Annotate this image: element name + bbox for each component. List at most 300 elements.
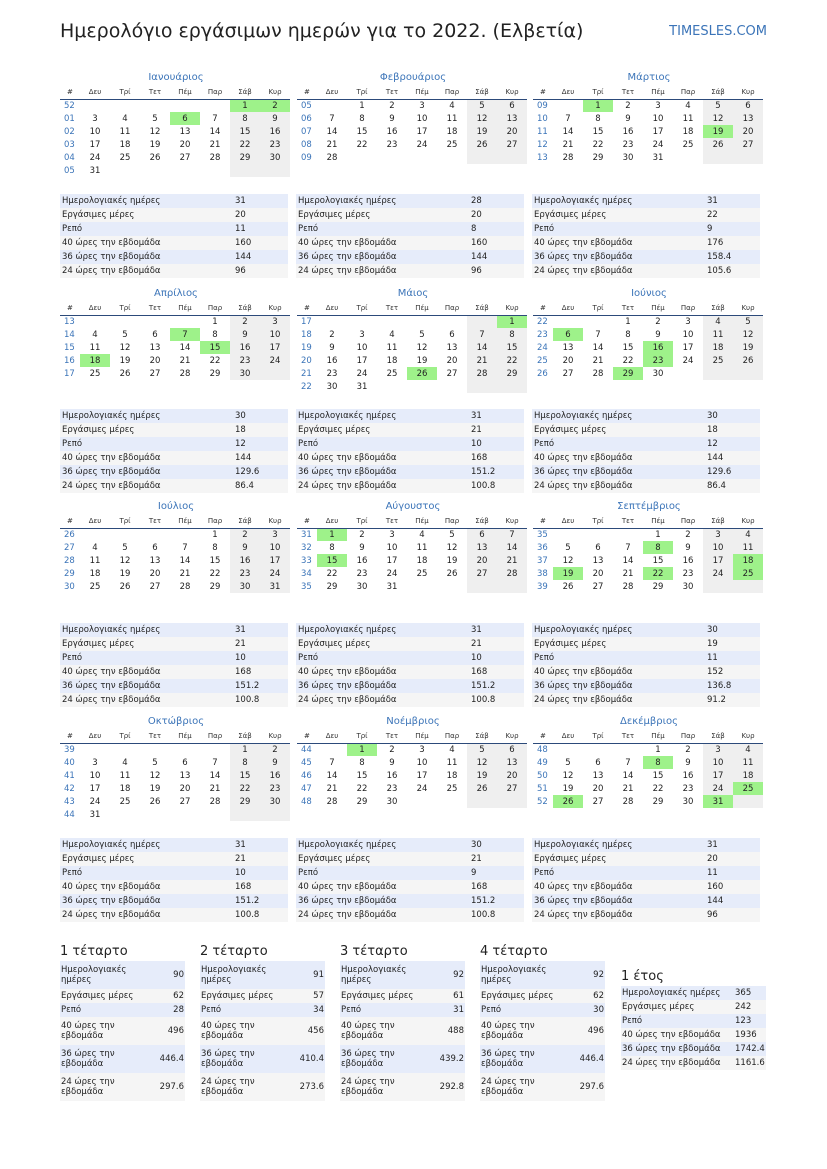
weekday-header: Πέμ [407,730,437,743]
day-cell: 20 [149,568,161,579]
empty-cell [583,528,613,541]
day-cell: 23 [622,139,634,150]
stat-label: Ρεπό [532,222,705,236]
day-cell: 5 [467,99,497,112]
day-cell: 2 [329,329,335,340]
day-cell: 2 [359,529,365,540]
weekday-header: Δευ [317,86,347,99]
stat-value: 96 [233,264,288,278]
empty-cell [200,743,230,756]
day-cell: 27 [149,581,161,592]
stat-label: Ημερολογιακές ημέρες [60,838,233,852]
empty-cell [467,151,497,164]
day-cell: 30 [260,151,290,164]
weekday-header: Δευ [553,86,583,99]
day-cell: 22 [326,568,338,579]
day-cell: 24 [260,567,290,580]
quarter-stat-value: 30 [579,1003,605,1017]
year-title: 1 έτος [621,969,664,984]
day-cell: 7 [212,757,218,768]
day-cell: 7 [170,328,200,341]
month-stats [296,623,524,707]
day-cell: 30 [230,367,260,380]
day-cell: 27 [733,138,763,151]
day-cell: 29 [592,152,604,163]
day-cell: 6 [497,99,527,112]
day-cell: 22 [230,782,260,795]
quarter-stat-label: Εργάσιμες μέρες [480,989,579,1003]
day-cell: 13 [733,112,763,125]
stat-label: 36 ώρες την εβδομάδα [532,465,705,479]
weekday-header: Τρί [347,515,377,528]
day-cell: 30 [682,796,694,807]
day-cell: 22 [652,783,664,794]
day-cell: 17 [682,342,694,353]
stat-label: Ρεπό [60,651,233,665]
empty-cell [317,743,347,756]
day-cell: 20 [497,125,527,138]
stat-value: 160 [469,236,524,250]
day-cell: 26 [562,581,574,592]
stat-value: 8 [469,222,524,236]
quarter-block [340,943,465,1101]
day-cell: 4 [92,542,98,553]
week-number: 49 [537,757,548,768]
empty-cell [170,743,200,756]
week-number: 34 [301,568,312,579]
month-calendar [533,499,757,593]
quarter-stat-value: 496 [159,1017,185,1045]
day-cell: 20 [562,355,574,366]
day-cell: 7 [329,757,335,768]
stat-label: 36 ώρες την εβδομάδα [532,679,705,693]
day-cell: 11 [446,757,458,768]
day-cell: 24 [703,567,733,580]
stat-label: Ημερολογιακές ημέρες [60,623,233,637]
month-name: Απρίλιος [154,288,198,299]
day-cell: 21 [326,139,338,150]
weekday-header: Κυρ [260,730,290,743]
empty-cell [613,528,643,541]
weekday-header: # [533,730,553,743]
stat-label: 36 ώρες την εβδομάδα [60,894,233,908]
day-cell: 28 [467,367,497,380]
quarter-title: 3 τέταρτο [340,944,408,959]
weekday-header: Παρ [437,86,467,99]
month-name: Νοέμβριος [386,716,440,727]
day-cell: 14 [209,126,221,137]
empty-cell [497,151,527,164]
day-cell: 1 [497,315,527,328]
empty-cell [407,580,437,593]
quarter-stat-label: Ημερολογιακές ημέρες [60,961,159,989]
weekday-header: Τρί [347,730,377,743]
month-name: Ιούνιος [631,288,667,299]
day-cell: 31 [260,580,290,593]
quarter-stat-label: Ημερολογιακές ημέρες [200,961,299,989]
week-number: 22 [301,381,312,392]
stat-label: 24 ώρες την εβδομάδα [60,693,233,707]
stat-value: 10 [233,866,288,880]
empty-cell [80,315,110,328]
day-cell: 22 [643,567,673,580]
weekday-header: Τετ [613,86,643,99]
day-cell: 26 [703,138,733,151]
day-cell: 25 [386,368,398,379]
empty-cell [200,808,230,821]
day-cell: 26 [149,152,161,163]
day-cell: 5 [152,757,158,768]
day-cell: 5 [449,529,455,540]
stat-label: 40 ώρες την εβδομάδα [296,665,469,679]
day-cell: 5 [467,743,497,756]
day-cell: 15 [622,342,634,353]
day-cell: 28 [179,368,191,379]
weekday-header: Κυρ [260,302,290,315]
stat-label: Εργάσιμες μέρες [296,637,469,651]
week-number: 44 [64,809,75,820]
weekday-header: Τρί [110,86,140,99]
day-cell: 31 [652,152,664,163]
day-cell: 25 [119,152,131,163]
day-cell: 29 [356,796,368,807]
stat-value: 100.8 [469,908,524,922]
month-stats [60,194,288,278]
year-stat-label: 36 ώρες την εβδομάδα [621,1042,732,1056]
stat-label: 36 ώρες την εβδομάδα [60,465,233,479]
day-cell: 19 [119,568,131,579]
day-cell: 26 [467,138,497,151]
weekday-header: Δευ [80,302,110,315]
weekday-header: Παρ [200,515,230,528]
empty-cell [170,99,200,112]
week-number: 44 [301,744,312,755]
year-stat-value: 1161.6 [732,1056,766,1070]
day-cell: 23 [643,354,673,367]
stat-label: Ρεπό [532,866,705,880]
weekday-header: Πέμ [170,730,200,743]
day-cell: 18 [703,341,733,354]
quarter-stat-value: 91 [299,961,325,989]
stat-label: 36 ώρες την εβδομάδα [296,894,469,908]
empty-cell [377,380,407,393]
week-number: 27 [64,542,75,553]
day-cell: 6 [182,757,188,768]
day-cell: 20 [179,139,191,150]
weekday-header: Δευ [317,515,347,528]
weekday-header: Πέμ [407,302,437,315]
day-cell: 9 [359,542,365,553]
stat-value: 9 [705,222,760,236]
stat-label: Ρεπό [296,437,469,451]
quarter-title: 1 τέταρτο [60,944,128,959]
calendar-table [297,302,527,393]
day-cell: 12 [416,342,428,353]
day-cell: 2 [260,99,290,112]
day-cell: 28 [622,796,634,807]
week-number: 07 [301,126,312,137]
day-cell: 27 [467,567,497,580]
empty-cell [583,315,613,328]
weekday-header: Παρ [200,302,230,315]
day-cell: 2 [685,744,691,755]
quarter-stat-label: 24 ώρες την εβδομάδα [60,1073,159,1101]
day-cell: 21 [497,554,527,567]
day-cell: 12 [119,555,131,566]
day-cell: 12 [467,756,497,769]
week-number: 13 [537,152,548,163]
day-cell: 28 [209,152,221,163]
day-cell: 18 [446,126,458,137]
week-number: 05 [301,100,312,111]
day-cell: 4 [419,529,425,540]
week-number: 38 [537,568,548,579]
weekday-header: Κυρ [733,86,763,99]
day-cell: 10 [682,329,694,340]
day-cell: 10 [652,113,664,124]
stat-value: 30 [705,409,760,423]
week-number: 47 [301,783,312,794]
day-cell: 27 [179,152,191,163]
day-cell: 4 [449,100,455,111]
week-number: 06 [301,113,312,124]
day-cell: 20 [467,554,497,567]
week-number: 50 [537,770,548,781]
day-cell: 25 [89,581,101,592]
week-number: 35 [537,529,548,540]
day-cell: 6 [497,743,527,756]
empty-cell [260,164,290,177]
day-cell: 4 [389,329,395,340]
day-cell: 2 [389,744,395,755]
weekday-header: Δευ [80,86,110,99]
weekday-header: Πέμ [170,302,200,315]
quarter-stat-value: 57 [299,989,325,1003]
day-cell: 13 [446,342,458,353]
stat-label: 36 ώρες την εβδομάδα [296,250,469,264]
day-cell: 9 [685,757,691,768]
quarter-stat-label: 40 ώρες την εβδομάδα [60,1017,159,1045]
stat-label: Ρεπό [296,651,469,665]
day-cell: 15 [200,341,230,354]
day-cell: 16 [643,341,673,354]
empty-cell [230,808,260,821]
weekday-header: Δευ [553,302,583,315]
quarter-block [480,943,605,1101]
week-number: 11 [537,126,548,137]
day-cell: 25 [119,796,131,807]
day-cell: 14 [622,770,634,781]
day-cell: 16 [230,341,260,354]
stat-label: Ρεπό [296,866,469,880]
empty-cell [583,743,613,756]
month-stats [60,838,288,922]
calendar-table [533,730,763,808]
day-cell: 15 [209,555,221,566]
stat-value: 136.8 [705,679,760,693]
day-cell: 6 [553,328,583,341]
weekday-header: # [533,86,553,99]
month-calendar [297,286,521,393]
day-cell: 10 [89,770,101,781]
stat-label: Εργάσιμες μέρες [296,423,469,437]
day-cell: 13 [592,555,604,566]
empty-cell [497,795,527,808]
month-calendar [533,70,757,164]
day-cell: 10 [260,328,290,341]
weekday-header: Τρί [583,730,613,743]
year-stat-label: Ρεπό [621,1014,732,1028]
month-stats [532,409,760,493]
stat-value: 22 [705,208,760,222]
day-cell: 20 [733,125,763,138]
weekday-header: Δευ [553,730,583,743]
day-cell: 12 [562,770,574,781]
empty-cell [260,808,290,821]
day-cell: 9 [260,756,290,769]
stat-value: 151.2 [469,894,524,908]
day-cell: 21 [179,355,191,366]
year-stat-label: Ημερολογιακές ημέρες [621,986,732,1000]
day-cell: 4 [703,315,733,328]
day-cell: 4 [92,329,98,340]
week-number: 03 [64,139,75,150]
weekday-header: Πέμ [643,515,673,528]
stat-label: 24 ώρες την εβδομάδα [532,693,705,707]
calendar-table [533,86,763,164]
week-number: 52 [64,100,75,111]
weekday-header: Κυρ [497,515,527,528]
day-cell: 25 [416,568,428,579]
day-cell: 9 [625,113,631,124]
day-cell: 10 [356,342,368,353]
day-cell: 22 [356,139,368,150]
weekday-header: # [533,302,553,315]
stat-value: 105.6 [705,264,760,278]
day-cell: 14 [179,342,191,353]
day-cell: 16 [260,125,290,138]
day-cell: 13 [179,126,191,137]
weekday-header: Σάβ [230,86,260,99]
month-name: Αύγουστος [385,501,441,512]
day-cell: 23 [682,568,694,579]
weekday-header: Πέμ [407,86,437,99]
stat-label: Ρεπό [60,222,233,236]
day-cell: 12 [119,342,131,353]
week-number: 43 [64,796,75,807]
day-cell: 19 [416,355,428,366]
empty-cell [407,380,437,393]
weekday-header: Τρί [347,302,377,315]
day-cell: 29 [209,368,221,379]
day-cell: 19 [733,341,763,354]
quarter-stat-value: 446.4 [579,1045,605,1073]
stat-value: 144 [233,250,288,264]
day-cell: 14 [592,342,604,353]
month-stats [296,409,524,493]
day-cell: 17 [386,555,398,566]
day-cell: 8 [643,541,673,554]
day-cell: 9 [685,542,691,553]
quarter-table [60,961,185,1101]
stat-value: 11 [233,222,288,236]
day-cell: 10 [416,757,428,768]
week-number: 40 [64,757,75,768]
week-number: 42 [64,783,75,794]
stat-value: 151.2 [233,679,288,693]
quarter-stat-label: Ρεπό [200,1003,299,1017]
day-cell: 3 [703,743,733,756]
day-cell: 16 [622,126,634,137]
quarter-stat-label: 40 ώρες την εβδομάδα [200,1017,299,1045]
day-cell: 2 [655,316,661,327]
day-cell: 11 [89,555,101,566]
month-calendar [297,70,521,164]
day-cell: 25 [703,354,733,367]
weekday-header: Πέμ [170,515,200,528]
quarter-stat-value: 496 [579,1017,605,1045]
quarter-table [340,961,465,1101]
weekday-header: Τρί [110,730,140,743]
day-cell: 29 [497,367,527,380]
day-cell: 31 [356,381,368,392]
day-cell: 16 [386,126,398,137]
day-cell: 2 [230,315,260,328]
day-cell: 26 [149,796,161,807]
weekday-header: Πέμ [170,86,200,99]
day-cell: 23 [260,782,290,795]
day-cell: 21 [209,783,221,794]
month-calendar [297,714,521,808]
stat-value: 20 [705,852,760,866]
day-cell: 3 [92,757,98,768]
day-cell: 1 [655,744,661,755]
day-cell: 7 [625,757,631,768]
day-cell: 11 [682,113,694,124]
weekday-header: # [533,515,553,528]
year-stat-label: 40 ώρες την εβδομάδα [621,1028,732,1042]
stat-value: 100.8 [469,479,524,493]
weekday-header: Τρί [347,86,377,99]
stat-label: Ρεπό [60,437,233,451]
month-name: Ιούλιος [157,501,195,512]
empty-cell [733,367,763,380]
day-cell: 15 [497,341,527,354]
day-cell: 22 [209,568,221,579]
day-cell: 14 [209,770,221,781]
weekday-header: # [297,302,317,315]
week-number: 39 [537,581,548,592]
month-calendar [60,286,284,380]
stat-label: 36 ώρες την εβδομάδα [532,894,705,908]
quarter-block [200,943,325,1101]
weekday-header: Κυρ [497,302,527,315]
weekday-header: Τρί [583,302,613,315]
day-cell: 6 [595,757,601,768]
week-number: 09 [301,152,312,163]
month-calendar [60,70,284,177]
day-cell: 24 [682,355,694,366]
quarter-stat-label: Ημερολογιακές ημέρες [480,961,579,989]
day-cell: 26 [733,354,763,367]
day-cell: 21 [622,568,634,579]
empty-cell [140,315,170,328]
site-link[interactable]: TIMESLES.COM [669,24,767,39]
stat-label: Ρεπό [532,437,705,451]
week-number: 18 [301,329,312,340]
day-cell: 21 [562,139,574,150]
empty-cell [110,315,140,328]
